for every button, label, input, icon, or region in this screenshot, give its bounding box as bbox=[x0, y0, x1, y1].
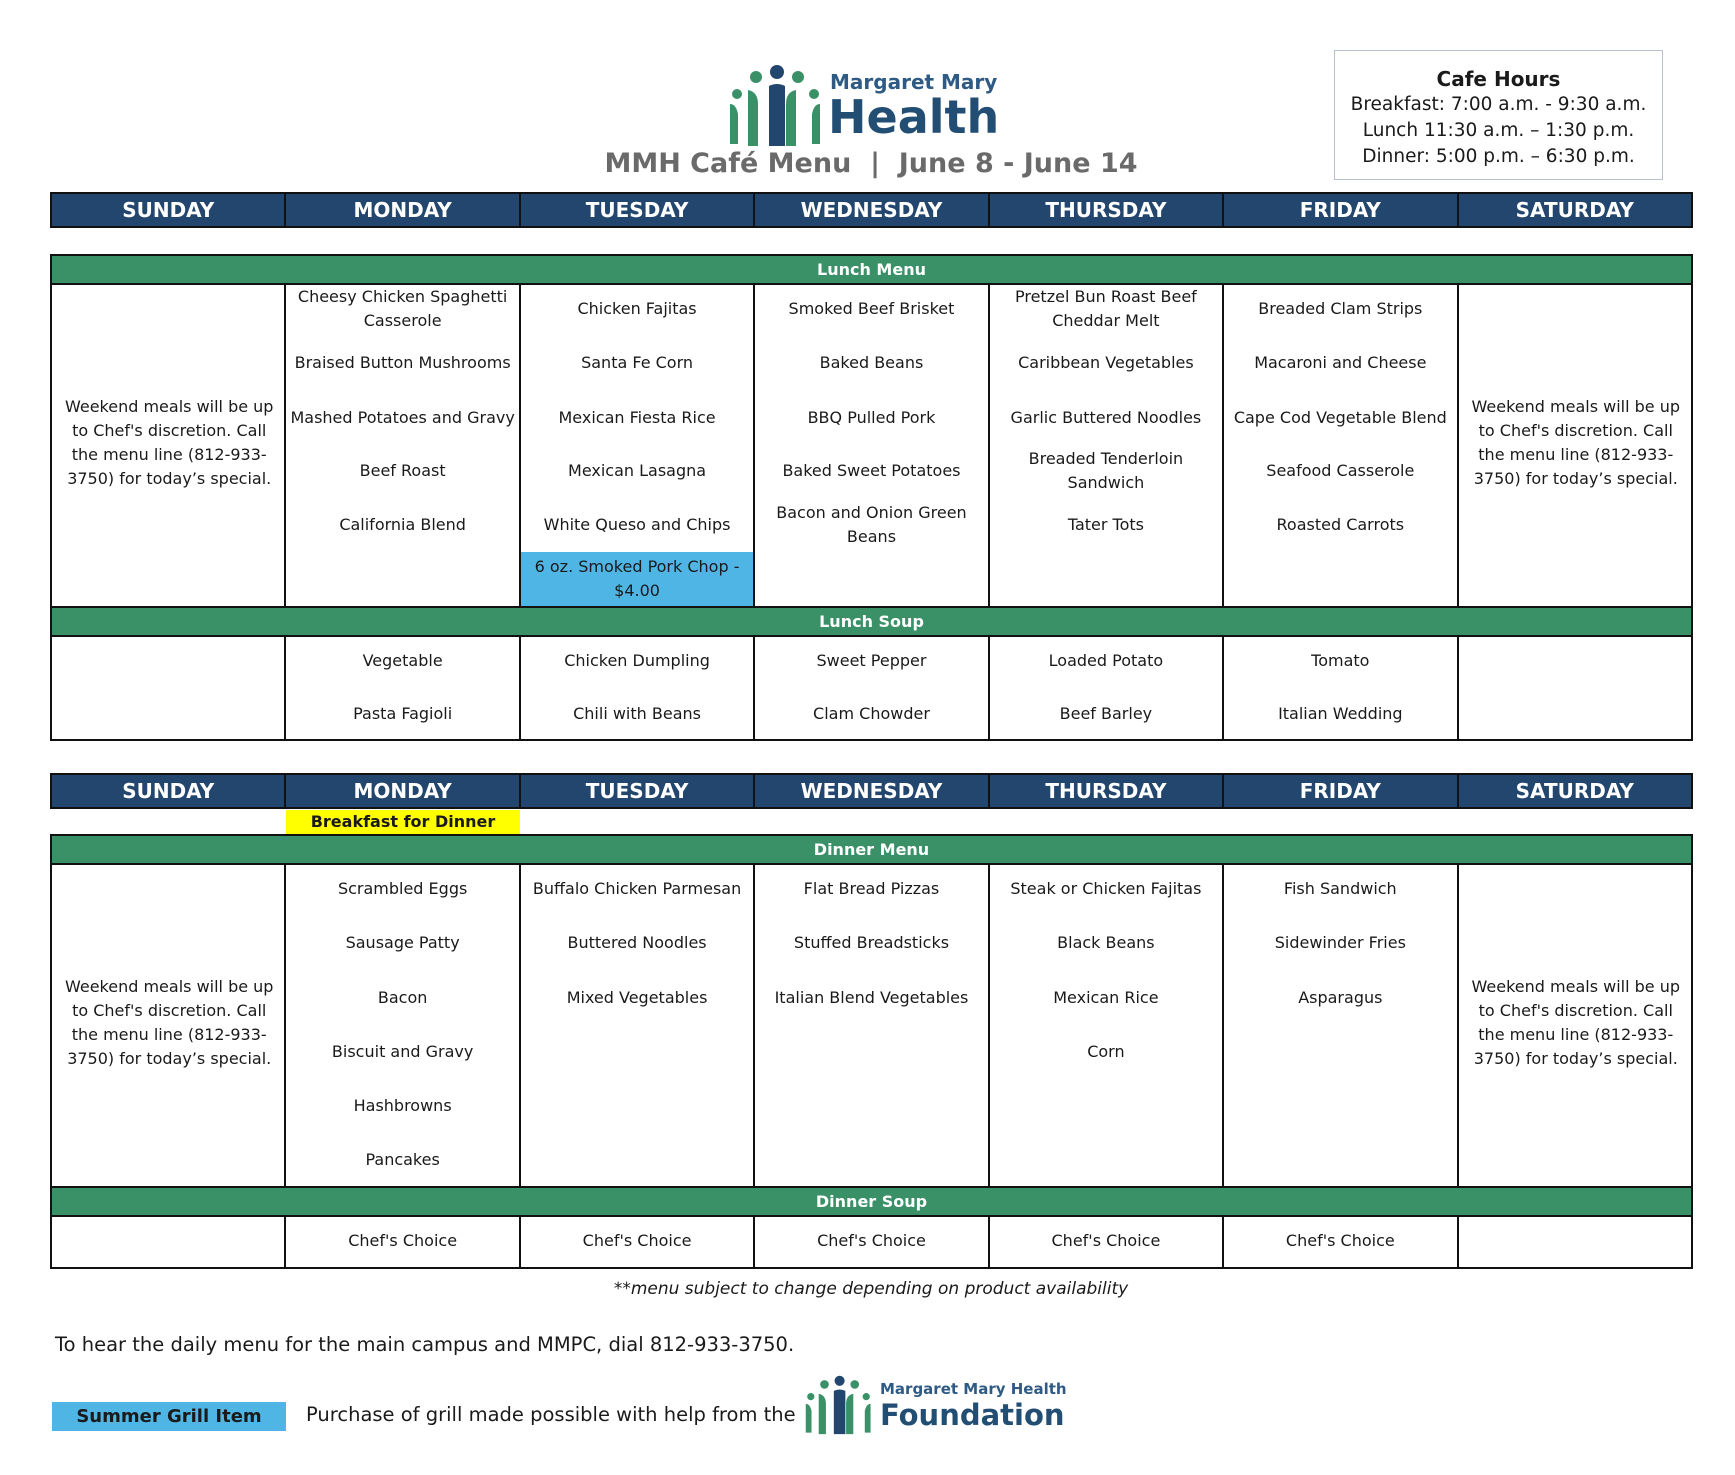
menu-item: Bacon and Onion Green Beans bbox=[776, 503, 967, 546]
breakfast-hours: Breakfast: 7:00 a.m. - 9:30 a.m. bbox=[1350, 94, 1647, 115]
lunch-thursday-cell bbox=[989, 284, 1223, 607]
dinner-soup-tuesday-cell bbox=[520, 1216, 754, 1268]
menu-item: Breaded Clam Strips bbox=[1258, 299, 1423, 318]
menu-item: White Queso and Chips bbox=[543, 515, 731, 534]
lunch-saturday-cell bbox=[1458, 284, 1692, 607]
menu-item: BBQ Pulled Pork bbox=[807, 408, 936, 427]
summer-grill-item: 6 oz. Smoked Pork Chop - $4.00 bbox=[521, 552, 753, 606]
day-sunday: SUNDAY bbox=[52, 775, 286, 807]
day-saturday: SATURDAY bbox=[1515, 198, 1634, 222]
lunch-friday-cell bbox=[1223, 284, 1457, 607]
foundation-subtitle: Margaret Mary Health bbox=[880, 1380, 1067, 1398]
menu-item: Buttered Noodles bbox=[567, 933, 707, 952]
menu-item: Italian Blend Vegetables bbox=[774, 988, 969, 1007]
menu-item: Sidewinder Fries bbox=[1274, 933, 1406, 952]
dinner-sunday-cell bbox=[51, 864, 285, 1187]
dinner-soup-friday-cell bbox=[1223, 1216, 1457, 1268]
cafe-hours-title: Cafe Hours bbox=[1436, 67, 1561, 91]
menu-item: Buffalo Chicken Parmesan bbox=[532, 879, 742, 898]
lunch-tuesday-cell bbox=[520, 284, 754, 607]
menu-item: Mexican Rice bbox=[1053, 988, 1159, 1007]
lunch-soup-monday-cell bbox=[285, 636, 519, 740]
weekend-note: Weekend meals will be up to Chef's discretion. Call the menu line (812-933-3750) for today’s special. bbox=[1471, 397, 1680, 488]
soup-item: Tomato bbox=[1311, 651, 1370, 670]
day-tuesday: TUESDAY bbox=[521, 775, 755, 807]
day-header-bar-dinner bbox=[50, 773, 1693, 809]
menu-item: Roasted Carrots bbox=[1276, 515, 1405, 534]
menu-item: Seafood Casserole bbox=[1266, 461, 1415, 480]
menu-item: Chicken Fajitas bbox=[577, 299, 697, 318]
menu-item: California Blend bbox=[339, 515, 466, 534]
soup-item: Pasta Fagioli bbox=[353, 704, 453, 723]
menu-item: Baked Beans bbox=[819, 353, 924, 372]
dinner-monday-cell bbox=[285, 864, 519, 1187]
breakfast-for-dinner-badge: Breakfast for Dinner bbox=[286, 810, 520, 834]
lunch-soup-saturday-cell bbox=[1458, 636, 1692, 740]
menu-item: Black Beans bbox=[1057, 933, 1155, 952]
day-friday: FRIDAY bbox=[1224, 194, 1458, 226]
soup-item: Chef's Choice bbox=[582, 1231, 692, 1250]
day-monday: MONDAY bbox=[286, 194, 520, 226]
menu-item: Santa Fe Corn bbox=[581, 353, 694, 372]
menu-item: Garlic Buttered Noodles bbox=[1010, 408, 1202, 427]
lunch-monday-cell bbox=[285, 284, 519, 607]
dinner-soup-monday-cell bbox=[285, 1216, 519, 1268]
menu-item: Baked Sweet Potatoes bbox=[782, 461, 961, 480]
dinner-soup-wednesday-cell bbox=[754, 1216, 988, 1268]
soup-item: Clam Chowder bbox=[813, 704, 930, 723]
dinner-menu-band: Dinner Menu bbox=[51, 835, 1692, 864]
soup-item: Chef's Choice bbox=[1051, 1231, 1161, 1250]
soup-item: Vegetable bbox=[362, 651, 443, 670]
page-title: MMH Café Menu | June 8 - June 14 bbox=[604, 148, 1138, 179]
menu-item: Breaded Tenderloin Sandwich bbox=[1028, 449, 1184, 492]
menu-item: Biscuit and Gravy bbox=[331, 1042, 474, 1061]
weekend-note: Weekend meals will be up to Chef's discretion. Call the menu line (812-933-3750) for today’s special. bbox=[64, 397, 274, 488]
lunch-soup-thursday-cell bbox=[989, 636, 1223, 740]
grill-credit-text: Purchase of grill made possible with help from the bbox=[306, 1403, 796, 1426]
soup-item: Italian Wedding bbox=[1278, 704, 1403, 723]
lunch-soup-tuesday-cell bbox=[520, 636, 754, 740]
foundation-people-icon bbox=[800, 1370, 872, 1442]
menu-item: Smoked Beef Brisket bbox=[788, 299, 955, 318]
soup-item: Loaded Potato bbox=[1048, 651, 1164, 670]
dinner-saturday-cell bbox=[1458, 864, 1692, 1187]
menu-item: Cape Cod Vegetable Blend bbox=[1233, 408, 1447, 427]
menu-item: Pretzel Bun Roast Beef Cheddar Melt bbox=[1014, 287, 1197, 330]
day-thursday: THURSDAY bbox=[990, 194, 1224, 226]
lunch-soup-sunday-cell bbox=[51, 636, 285, 740]
menu-item: Beef Roast bbox=[359, 461, 446, 480]
soup-item: Chef's Choice bbox=[348, 1231, 458, 1250]
day-monday: MONDAY bbox=[286, 775, 520, 807]
lunch-sunday-cell bbox=[51, 284, 285, 607]
lunch-soup-band: Lunch Soup bbox=[51, 607, 1692, 636]
soup-item: Chili with Beans bbox=[573, 704, 701, 723]
menu-item: Pancakes bbox=[365, 1150, 440, 1169]
logo-title: Health bbox=[828, 90, 1000, 144]
menu-item: Corn bbox=[1087, 1042, 1125, 1061]
lunch-hours: Lunch 11:30 a.m. – 1:30 p.m. bbox=[1362, 120, 1635, 141]
logo-subtitle: Margaret Mary bbox=[830, 70, 998, 94]
menu-line-text: To hear the daily menu for the main campus and MMPC, dial 812-933-3750. bbox=[55, 1333, 795, 1356]
weekend-note: Weekend meals will be up to Chef's discretion. Call the menu line (812-933-3750) for today’s special. bbox=[1471, 977, 1680, 1068]
people-logo-icon bbox=[722, 62, 822, 152]
day-saturday: SATURDAY bbox=[1515, 779, 1634, 803]
availability-note: **menu subject to change depending on product availability bbox=[613, 1279, 1129, 1299]
day-tuesday: TUESDAY bbox=[521, 194, 755, 226]
soup-item: Chicken Dumpling bbox=[564, 651, 710, 670]
foundation-logo bbox=[800, 1370, 1080, 1450]
menu-item: Flat Bread Pizzas bbox=[803, 879, 940, 898]
menu-item: Scrambled Eggs bbox=[337, 879, 468, 898]
menu-item: Stuffed Breadsticks bbox=[793, 933, 950, 952]
day-sunday: SUNDAY bbox=[52, 194, 286, 226]
menu-item: Asparagus bbox=[1298, 988, 1383, 1007]
dinner-wednesday-cell bbox=[754, 864, 988, 1187]
day-wednesday: WEDNESDAY bbox=[755, 775, 989, 807]
menu-item: Bacon bbox=[377, 988, 428, 1007]
menu-item: Hashbrowns bbox=[353, 1096, 452, 1115]
menu-item: Tater Tots bbox=[1067, 515, 1144, 534]
lunch-soup-wednesday-cell bbox=[754, 636, 988, 740]
menu-item: Braised Button Mushrooms bbox=[294, 353, 511, 372]
day-friday: FRIDAY bbox=[1224, 775, 1458, 807]
soup-item: Sweet Pepper bbox=[816, 651, 927, 670]
dinner-hours: Dinner: 5:00 p.m. – 6:30 p.m. bbox=[1362, 146, 1635, 167]
menu-item: Fish Sandwich bbox=[1283, 879, 1397, 898]
summer-grill-legend: Summer Grill Item bbox=[52, 1402, 286, 1431]
lunch-table bbox=[50, 254, 1693, 741]
menu-item: Macaroni and Cheese bbox=[1254, 353, 1427, 372]
margaret-mary-health-logo bbox=[722, 62, 1000, 152]
cafe-hours-box bbox=[1334, 50, 1663, 180]
dinner-soup-band: Dinner Soup bbox=[51, 1187, 1692, 1216]
lunch-soup-friday-cell bbox=[1223, 636, 1457, 740]
lunch-wednesday-cell bbox=[754, 284, 988, 607]
menu-item: Mexican Lasagna bbox=[568, 461, 707, 480]
menu-item: Mashed Potatoes and Gravy bbox=[290, 408, 515, 427]
menu-item: Mexican Fiesta Rice bbox=[558, 408, 716, 427]
dinner-table bbox=[50, 834, 1693, 1269]
dinner-soup-thursday-cell bbox=[989, 1216, 1223, 1268]
soup-item: Beef Barley bbox=[1059, 704, 1153, 723]
dinner-tuesday-cell bbox=[520, 864, 754, 1187]
day-header-bar-lunch bbox=[50, 192, 1693, 228]
soup-item: Chef's Choice bbox=[817, 1231, 926, 1250]
day-wednesday: WEDNESDAY bbox=[755, 194, 989, 226]
dinner-soup-saturday-cell bbox=[1458, 1216, 1692, 1268]
menu-item: Sausage Patty bbox=[345, 933, 460, 952]
dinner-soup-sunday-cell bbox=[51, 1216, 285, 1268]
menu-item: Caribbean Vegetables bbox=[1018, 353, 1194, 372]
menu-item: Steak or Chicken Fajitas bbox=[1010, 879, 1202, 898]
lunch-menu-band: Lunch Menu bbox=[51, 255, 1692, 284]
dinner-thursday-cell bbox=[989, 864, 1223, 1187]
day-thursday: THURSDAY bbox=[990, 775, 1224, 807]
dinner-friday-cell bbox=[1223, 864, 1457, 1187]
soup-item: Chef's Choice bbox=[1285, 1231, 1395, 1250]
weekend-note: Weekend meals will be up to Chef's discretion. Call the menu line (812-933-3750) for today’s special. bbox=[64, 977, 274, 1068]
foundation-title: Foundation bbox=[880, 1398, 1065, 1432]
menu-item: Cheesy Chicken Spaghetti Casserole bbox=[297, 287, 508, 330]
menu-item: Mixed Vegetables bbox=[566, 988, 708, 1007]
